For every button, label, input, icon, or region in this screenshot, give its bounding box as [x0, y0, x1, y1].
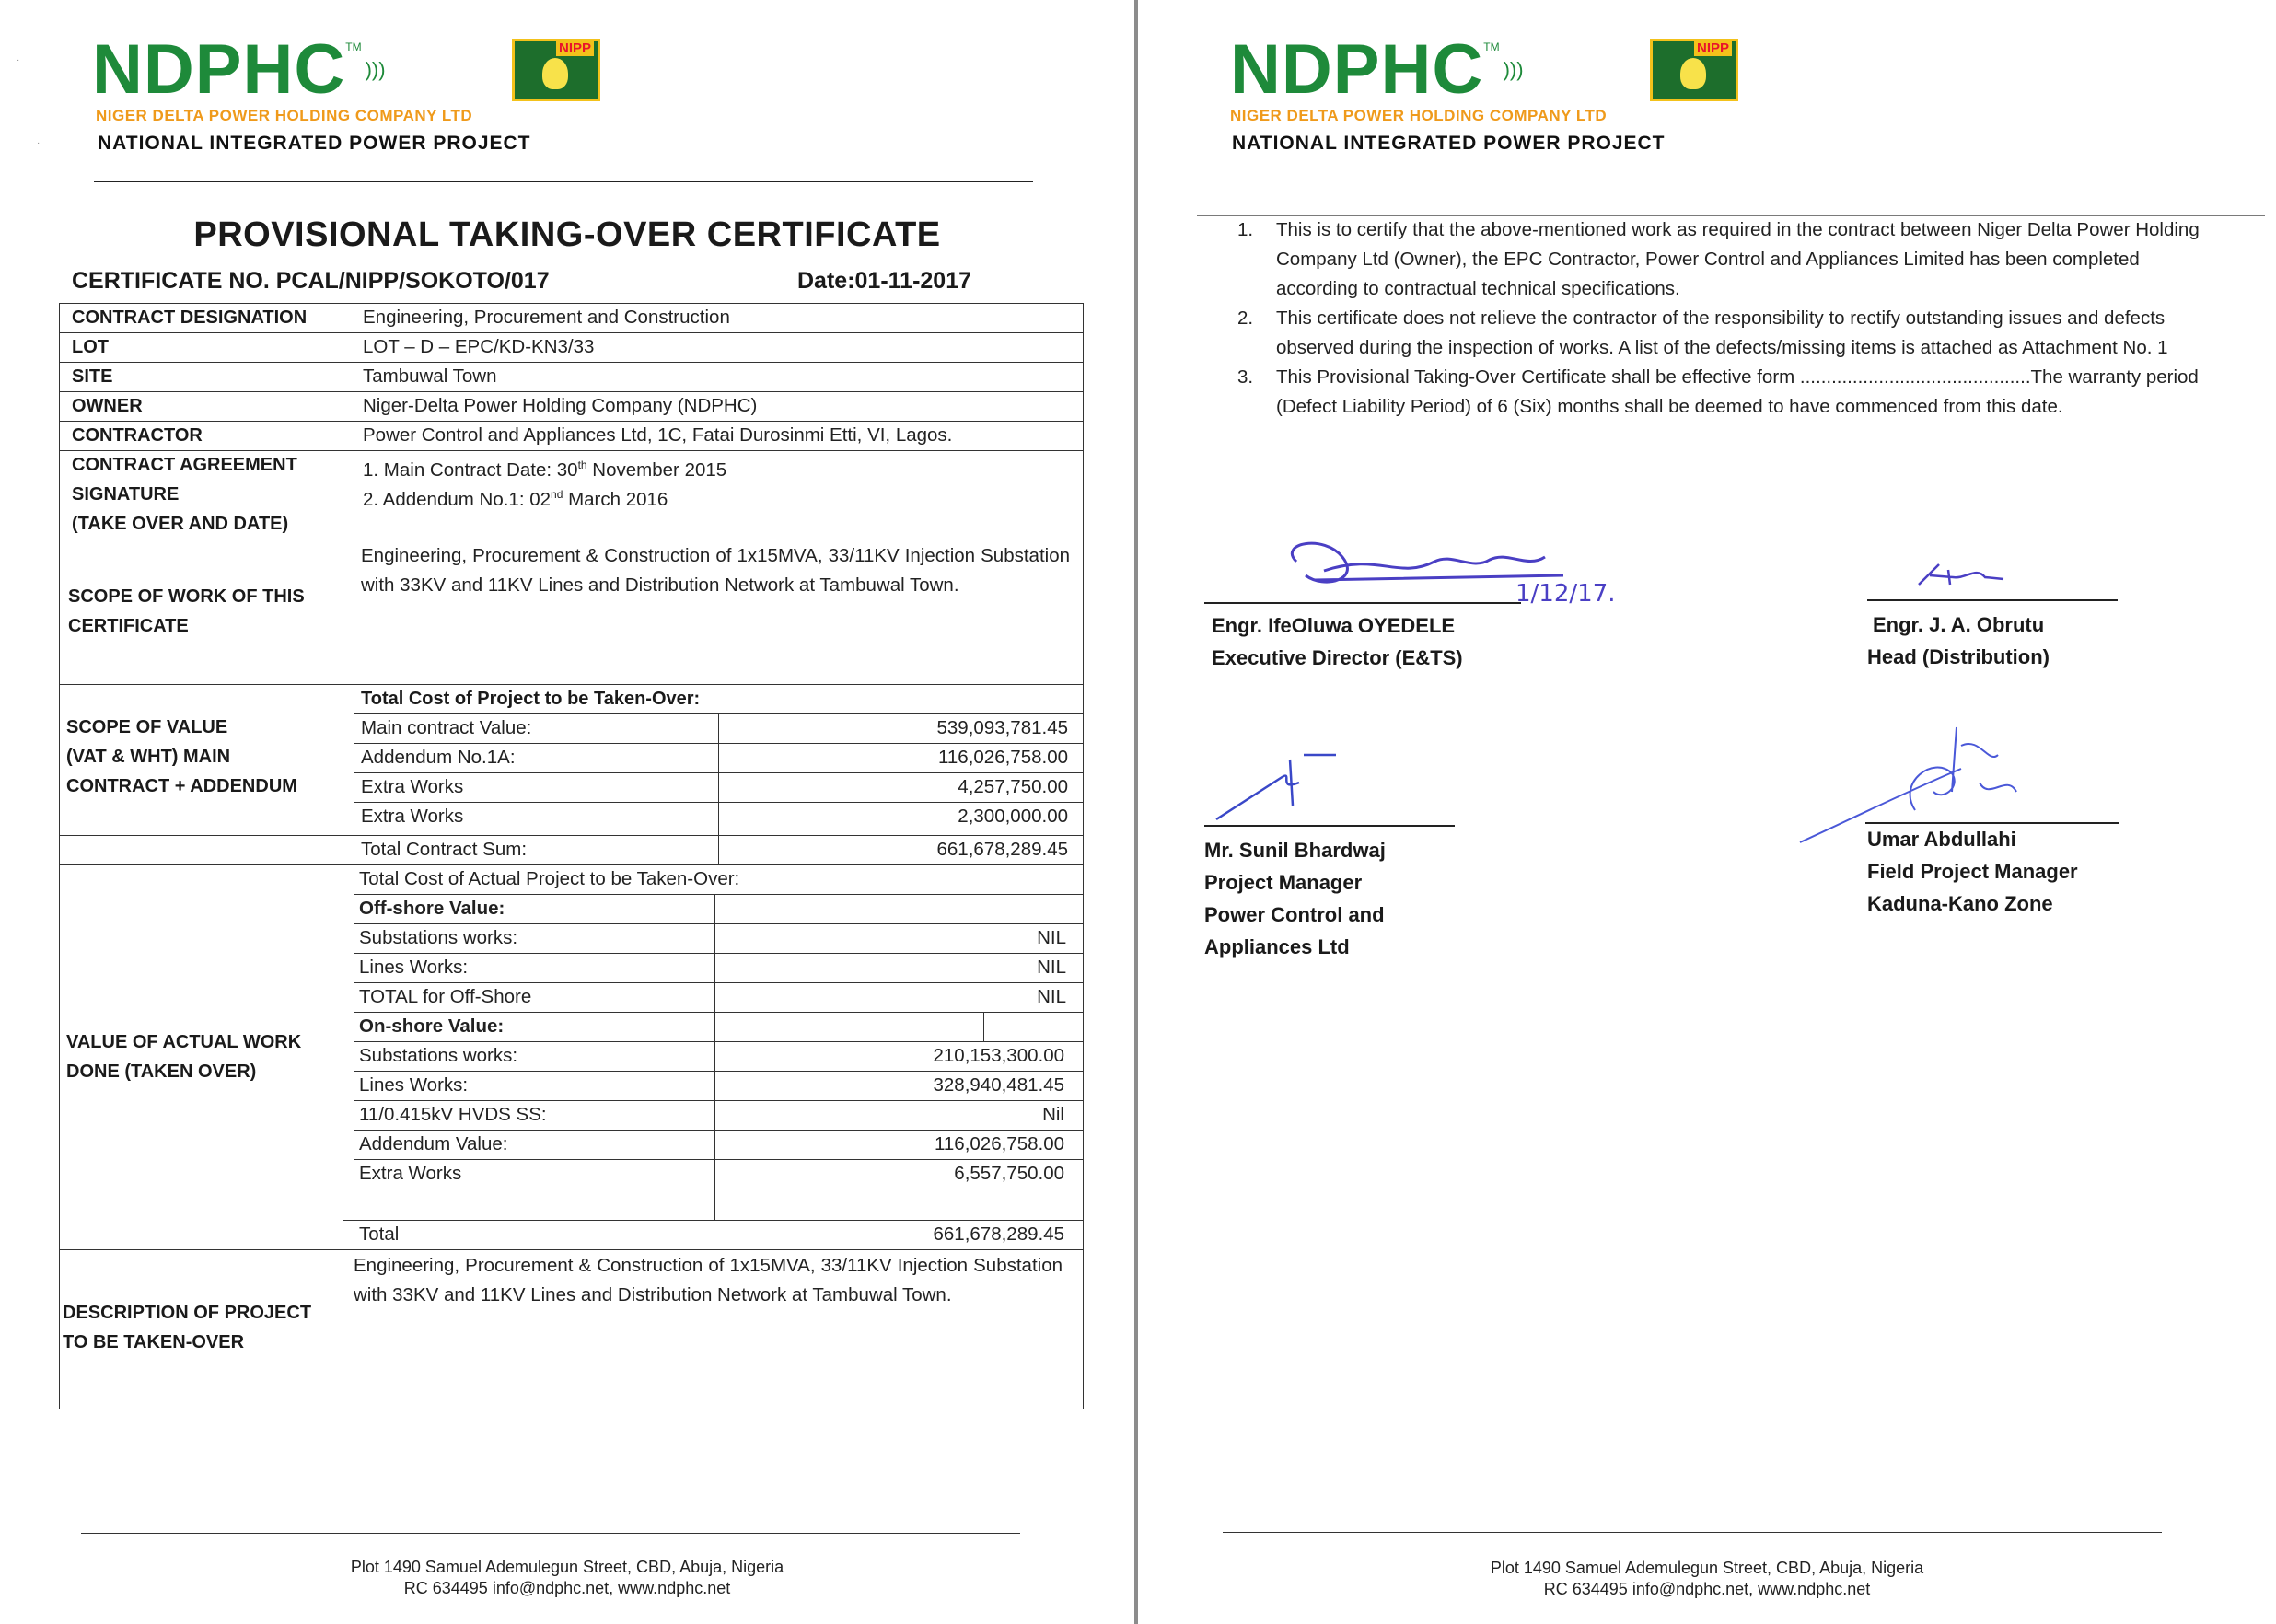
onshore-amount: 210,153,300.00 [933, 1045, 1064, 1066]
company-name: NIGER DELTA POWER HOLDING COMPANY LTD [1230, 107, 1608, 124]
signatory-abdullahi-name: Umar Abdullahi [1867, 828, 2016, 851]
onshore-item: Substations works: [359, 1045, 518, 1066]
column-divider [983, 1012, 984, 1041]
scan-artifact: · [17, 55, 20, 65]
onshore-item: Lines Works: [359, 1074, 469, 1096]
footer [0, 1557, 1134, 1599]
footer-divider [1223, 1532, 2162, 1533]
signatory-abdullahi-title: Field Project Manager [1867, 860, 2078, 883]
footer-contact: RC 634495 info@ndphc.net, www.ndphc.net [403, 1579, 731, 1597]
value-lot: LOT – D – EPC/KD-KN3/33 [363, 336, 595, 357]
clause-number: 3. [1237, 366, 1254, 388]
label-contractor: CONTRACTOR [72, 425, 203, 446]
label-scope-of-work: SCOPE OF WORK OF THIS [68, 586, 305, 607]
onshore-item: 11/0.415kV HVDS SS: [359, 1104, 547, 1125]
value-contractor: Power Control and Appliances Ltd, 1C, Fatai Durosinmi Etti, VI, Lagos. [363, 424, 953, 446]
logo-text: NDPHC [1230, 30, 1484, 109]
onshore-amount: Nil [1042, 1104, 1064, 1125]
offshore-heading: Off-shore Value: [359, 898, 505, 919]
signatory-bhardwaj-name: Mr. Sunil Bhardwaj [1204, 839, 1386, 862]
label-description-2: TO BE TAKEN-OVER [63, 1332, 245, 1352]
row-divider [59, 362, 1084, 363]
actual-work-total-amount: 661,678,289.45 [933, 1224, 1064, 1245]
project-name: NATIONAL INTEGRATED POWER PROJECT [98, 133, 531, 154]
row-divider [59, 1249, 1084, 1250]
signatory-bhardwaj-org-2: Appliances Ltd [1204, 935, 1350, 958]
signature-obrutu-icon [1911, 557, 2013, 594]
clause-text: This Provisional Taking-Over Certificate shall be effective form ............................................The warranty period (Defect Liability Period) of 6 (Six) months shall be deemed to have commenced from this date. [1276, 366, 2199, 417]
bulb-icon [542, 58, 568, 89]
label-contract-agreement-3: (TAKE OVER AND DATE) [72, 514, 289, 534]
addendum-date-suffix: March 2016 [563, 488, 668, 510]
logo-text: NDPHC [92, 30, 346, 109]
label-owner: OWNER [72, 396, 143, 416]
signature-date: 1/12/17. [1515, 580, 1616, 608]
nipp-badge-icon [1650, 39, 1738, 101]
signatory-obrutu-title: Head (Distribution) [1867, 645, 2050, 668]
actual-work-total-label: Total [359, 1224, 400, 1245]
clause-number: 2. [1237, 307, 1254, 329]
signature-bhardwaj-icon [1212, 750, 1341, 824]
logo-trademark: TM [345, 41, 362, 53]
label-scope-of-value: SCOPE OF VALUE [66, 717, 228, 737]
value-site: Tambuwal Town [363, 365, 497, 387]
scope-of-value-amount: 2,300,000.00 [958, 806, 1068, 827]
signature-line [1204, 825, 1455, 827]
signatory-bhardwaj-org-1: Power Control and [1204, 903, 1385, 926]
footer [1138, 1558, 2276, 1600]
certificate-clauses [1237, 215, 2204, 422]
clause-item [1237, 304, 2204, 363]
onshore-item: Addendum Value: [359, 1133, 508, 1154]
offshore-amount: NIL [1037, 986, 1066, 1007]
clause-number: 1. [1237, 219, 1254, 240]
column-divider [718, 713, 719, 864]
scope-of-value-item: Addendum No.1A: [361, 747, 516, 768]
value-contract-designation: Engineering, Procurement and Construction [363, 307, 730, 328]
label-actual-work: VALUE OF ACTUAL WORK [66, 1032, 302, 1052]
nipp-badge-label: NIPP [556, 41, 594, 56]
main-contract-date-suffix: November 2015 [586, 458, 727, 481]
onshore-amount: 116,026,758.00 [935, 1133, 1064, 1154]
scope-of-value-amount: 4,257,750.00 [958, 776, 1068, 797]
certificate-number: CERTIFICATE NO. PCAL/NIPP/SOKOTO/017 [72, 268, 550, 294]
logo-trademark: TM [1483, 41, 1500, 53]
signatory-abdullahi-zone: Kaduna-Kano Zone [1867, 892, 2053, 915]
label-actual-work-2: DONE (TAKEN OVER) [66, 1061, 257, 1082]
clause-text: This is to certify that the above-mentioned work as required in the contract between Niger Delta Power Holding Company Ltd (Owner), the EPC Contractor, Power Control and Appliances Limited has been completed according to contractual technical specifications. [1276, 219, 2200, 299]
offshore-item: Substations works: [359, 927, 518, 948]
signature-line [1204, 602, 1521, 604]
onshore-amount: 328,940,481.45 [933, 1074, 1064, 1096]
clause-text: This certificate does not relieve the contractor of the responsibility to rectify outstanding issues and defects observed during the inspection of works. A list of the defects/missing items is attached as Attachment No. 1 [1276, 307, 2168, 358]
scope-of-value-amount: 661,678,289.45 [936, 839, 1068, 860]
nipp-badge-icon [512, 39, 600, 101]
project-name: NATIONAL INTEGRATED POWER PROJECT [1232, 133, 1666, 154]
signature-line [1867, 599, 2118, 601]
offshore-item: Lines Works: [359, 957, 469, 978]
label-scope-of-value-3: CONTRACT + ADDENDUM [66, 776, 297, 796]
scope-of-value-item: Extra Works [361, 806, 464, 827]
value-scope-of-work: Engineering, Procurement & Construction of 1x15MVA, 33/11KV Injection Substation with 33KV and 11KV Lines and Distribution Network at Tambuwal Town. [361, 545, 1070, 596]
clause-item [1237, 363, 2204, 422]
actual-work-heading: Total Cost of Actual Project to be Taken-Over: [359, 868, 740, 889]
bulb-icon [1680, 58, 1706, 89]
value-owner: Niger-Delta Power Holding Company (NDPHC) [363, 395, 758, 416]
ndphc-logo [92, 30, 386, 109]
footer-address: Plot 1490 Samuel Ademulegun Street, CBD, Abuja, Nigeria [350, 1558, 784, 1576]
main-contract-date-prefix: 1. Main Contract Date: 30 [363, 458, 578, 481]
scan-artifact: · [37, 138, 41, 148]
label-contract-agreement-2: SIGNATURE [72, 484, 180, 505]
label-scope-of-work-2: CERTIFICATE [68, 616, 189, 636]
logo-arc-icon: ))) [365, 58, 386, 81]
company-name: NIGER DELTA POWER HOLDING COMPANY LTD [96, 107, 473, 124]
signatory-obrutu-name: Engr. J. A. Obrutu [1873, 613, 2045, 636]
certificate-title: PROVISIONAL TAKING-OVER CERTIFICATE [193, 215, 941, 254]
label-scope-of-value-2: (VAT & WHT) MAIN [66, 747, 231, 767]
addendum-date-prefix: 2. Addendum No.1: 02 [363, 488, 552, 510]
header-divider [94, 181, 1033, 182]
logo-arc-icon: ))) [1503, 58, 1524, 81]
scope-of-value-amount: 116,026,758.00 [938, 747, 1068, 768]
footer-divider [81, 1533, 1020, 1534]
label-contract-designation: CONTRACT DESIGNATION [72, 307, 308, 328]
signatory-bhardwaj-title: Project Manager [1204, 871, 1363, 894]
offshore-item: TOTAL for Off-Shore [359, 986, 532, 1007]
scope-of-value-item: Extra Works [361, 776, 464, 797]
footer-contact: RC 634495 info@ndphc.net, www.ndphc.net [1543, 1580, 1871, 1598]
clause-item [1237, 215, 2204, 304]
onshore-item: Extra Works [359, 1163, 462, 1184]
ndphc-logo [1230, 30, 1524, 109]
main-contract-date-sup: th [577, 458, 587, 471]
certificate-date: Date:01-11-2017 [797, 268, 972, 294]
onshore-heading: On-shore Value: [359, 1015, 505, 1037]
value-description: Engineering, Procurement & Construction of 1x15MVA, 33/11KV Injection Substation with 33KV and 11KV Lines and Distribution Network at Tambuwal Town. [354, 1255, 1063, 1305]
signatory-oyedele-title: Executive Director (E&TS) [1212, 646, 1463, 669]
column-divider [714, 894, 715, 1220]
label-site: SITE [72, 366, 113, 387]
value-addendum-date [363, 480, 668, 515]
certificate-page-1 [0, 0, 1134, 1624]
onshore-amount: 6,557,750.00 [954, 1163, 1064, 1184]
scope-of-value-item: Main contract Value: [361, 717, 532, 738]
addendum-date-sup: nd [551, 488, 563, 501]
scope-of-value-heading: Total Cost of Project to be Taken-Over: [361, 689, 701, 709]
label-lot: LOT [72, 337, 109, 357]
scope-of-value-item: Total Contract Sum: [361, 839, 528, 860]
nipp-badge-label: NIPP [1694, 41, 1732, 56]
label-contract-agreement: CONTRACT AGREEMENT [72, 455, 297, 475]
label-description: DESCRIPTION OF PROJECT [63, 1303, 312, 1323]
offshore-amount: NIL [1037, 927, 1066, 948]
footer-address: Plot 1490 Samuel Ademulegun Street, CBD, Abuja, Nigeria [1490, 1559, 1924, 1577]
scope-of-value-amount: 539,093,781.45 [936, 717, 1068, 738]
offshore-amount: NIL [1037, 957, 1066, 978]
signatory-oyedele-name: Engr. IfeOluwa OYEDELE [1212, 614, 1456, 637]
